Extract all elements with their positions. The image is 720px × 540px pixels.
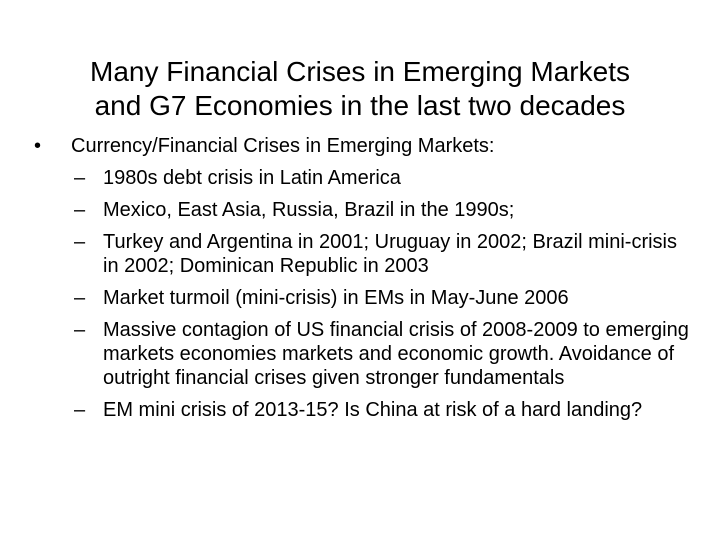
subbullet-item [34,286,694,310]
title-line-1: Many Financial Crises in Emerging Markets [90,56,630,87]
dash-marker: – [74,199,86,221]
dash-marker: – [74,167,86,189]
subbullet-text: EM mini crisis of 2013-15? Is China at risk of a hard landing? [103,399,643,421]
subbullet-item [34,318,694,390]
subbullet-text: Mexico, East Asia, Russia, Brazil in the 1990s; [103,199,515,221]
title-line-2: and G7 Economies in the last two decades [94,90,626,121]
subbullet-text: Market turmoil (mini-crisis) in EMs in May-June 2006 [103,287,569,309]
bullet-text: Currency/Financial Crises in Emerging Markets: [71,135,495,157]
subbullet-item [34,398,694,422]
bullet-list [34,134,694,422]
bullet-marker: • [34,135,42,157]
slide-title [0,55,720,123]
subbullet-item [34,198,694,222]
subbullet-text: Turkey and Argentina in 2001; Uruguay in 2002; Brazil mini-crisis in 2002; Dominican Republic in 2003 [103,231,677,277]
subbullet-item [34,230,694,278]
subbullet-list [34,166,694,422]
subbullet-item [34,166,694,190]
dash-marker: – [74,319,86,341]
bullet-item [34,134,694,158]
dash-marker: – [74,287,86,309]
subbullet-text: Massive contagion of US financial crisis of 2008-2009 to emerging markets economies markets and economic growth. Avoidance of outright financial crises given stronger fundamentals [103,319,689,389]
dash-marker: – [74,231,86,253]
subbullet-text: 1980s debt crisis in Latin America [103,167,401,189]
dash-marker: – [74,399,86,421]
